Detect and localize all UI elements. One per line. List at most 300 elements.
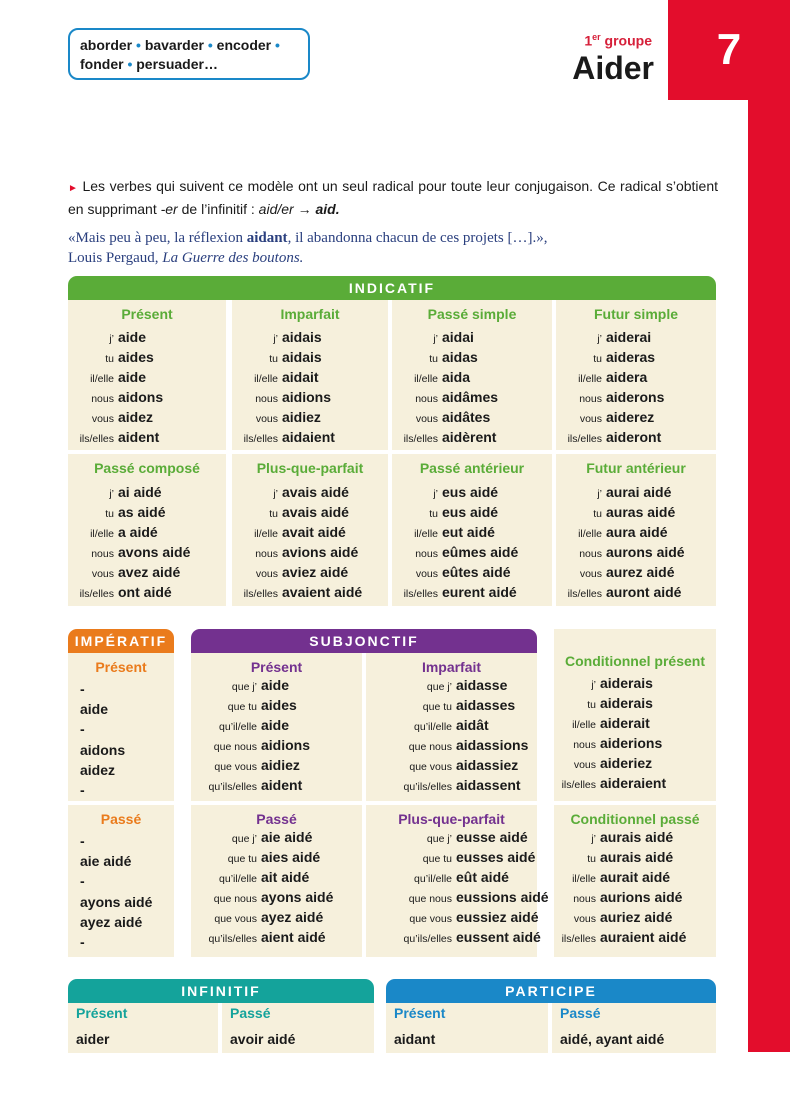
verb-form: auras aidé [606,504,676,520]
verb-form: aiderons [606,389,665,405]
conjugation-rows [232,329,388,449]
verb-form: aidais [282,349,322,365]
conjugation-row [68,409,226,429]
conjugation-rows [191,829,362,949]
quote [68,228,718,268]
conjugation-row [232,564,388,584]
verb-form: aides [261,697,297,713]
pronoun: ils/elles [567,433,602,445]
pronoun: il/elle [414,373,438,385]
verb-form: aideraient [600,775,667,791]
verb-form: aurez aidé [606,564,675,580]
conjugation-row [191,737,362,757]
conjugation-rows [392,329,552,449]
conjugation-row [556,369,716,389]
conjugation-row [232,524,388,544]
conjugation-row [191,889,362,909]
pronoun: que tu [227,701,257,713]
verb-form: aurais aidé [600,829,674,845]
verb-form: aides [118,349,154,365]
verb-form: aidai [442,329,474,345]
verb-form: avaient aidé [282,584,363,600]
subjonctif-pqp-cell [366,805,549,957]
conjugation-row [191,829,362,849]
verb-form: aidons [118,389,164,405]
verb-form: aidions [261,737,311,753]
conjugation-row [392,544,552,564]
pronoun: tu [587,853,596,865]
tense-name: Plus-que-parfait [398,811,505,827]
pronoun: que j’ [426,681,452,693]
verb-form: aidiez [261,757,300,773]
indicatif-simple-cell [556,300,716,450]
infinitif-band: INFINITIF [68,979,374,1003]
pronoun: il/elle [578,373,602,385]
verb-form: avais aidé [282,484,349,500]
verb-form: ayons aidé [261,889,334,905]
intro-text: Les verbes qui suivent ce modèle ont un seul radical pour toute leur conjugaison. Ce radical s’obtient en supprimant [68,178,718,217]
verb-form: auront aidé [606,584,682,600]
conjugation-row [232,349,388,369]
verb-form: ont aidé [118,584,172,600]
pronoun: qu’il/elle [414,721,452,733]
pronoun: nous [573,739,596,751]
pronoun: nous [91,393,114,405]
pronoun: qu’il/elle [219,873,257,885]
participe-passe-cell [552,1003,716,1053]
verb-form: aurait aidé [600,869,671,885]
conjugation-row [392,409,552,429]
infinitif-passe-cell [222,1003,374,1053]
verb-form: aidaient [282,429,335,445]
conjugation-row [366,889,549,909]
pronoun: nous [579,548,602,560]
verb-form: aidez [118,409,154,425]
pronoun: tu [105,508,114,520]
verb-form: aurais aidé [600,849,674,865]
imperatif-passe-cell [68,805,174,957]
conjugation-row [554,695,716,715]
pronoun: qu’ils/elles [403,781,452,793]
conjugation-rows [191,677,362,797]
conjugation-row [556,504,716,524]
pronoun: que vous [214,761,257,773]
intro-example: aid/er [258,201,294,217]
verb-form: aurions aidé [600,889,683,905]
imperatif-form: - [80,833,85,849]
verb-form: eurent aidé [442,584,517,600]
subjonctif-passe-cell [191,805,362,957]
verb-form: aida [442,369,471,385]
pronoun: que vous [409,761,452,773]
indicatif-compound-cell [68,454,226,606]
verb-form: eussions aidé [456,889,549,905]
conjugation-row [556,409,716,429]
pronoun: qu’il/elle [219,721,257,733]
verb-form: aidasse [456,677,508,693]
infinitif-present: aider [76,1031,110,1047]
imperatif-form: - [80,721,85,738]
tense-name: Passé composé [94,460,200,476]
imperatif-form: aidez [80,761,116,778]
participe-present-label: Présent [394,1005,446,1021]
verb-form: aideras [606,349,656,365]
verb-form: avons aidé [118,544,191,560]
imperatif-form: aidons [80,741,126,758]
conjugation-row [366,849,537,869]
conjugation-row [191,757,362,777]
pronoun: il/elle [254,528,278,540]
pronoun: ils/elles [403,433,438,445]
pronoun: j’ [273,333,278,345]
imperatif-form: aie aidé [80,853,132,870]
related-verb: fonder [80,56,124,72]
tense-name: Futur antérieur [586,460,686,476]
infinitif-passe: avoir aidé [230,1031,296,1047]
pronoun: il/elle [578,528,602,540]
verb-form: aies aidé [261,849,321,865]
conjugation-row [68,349,226,369]
verb-form: ait aidé [261,869,310,885]
conjugation-row [556,329,716,349]
pronoun: tu [593,508,602,520]
conjugation-row [366,777,537,797]
tense-name: Présent [95,659,147,675]
verb-form: aide [261,717,290,733]
conjugation-row [392,564,552,584]
conjugation-row [554,715,716,735]
pronoun: que vous [214,913,257,925]
pronoun: vous [573,913,596,925]
pronoun: vous [573,759,596,771]
conjugation-row [556,564,716,584]
conjugation-row [68,564,226,584]
pronoun: vous [415,413,438,425]
verb-form: avez aidé [118,564,181,580]
intro-paragraph [68,176,718,220]
pronoun: il/elle [572,719,596,731]
imperatif-present-cell [68,653,174,801]
verb-form: aurai aidé [606,484,672,500]
related-verb: persuader… [136,56,218,72]
pronoun: tu [269,508,278,520]
tense-name: Présent [250,659,303,675]
related-verb: aborder [80,37,133,53]
pronoun: j’ [273,488,278,500]
tense-name: Présent [121,306,173,322]
conjugation-row [556,349,716,369]
pronoun: j’ [591,833,596,845]
pronoun: qu’il/elle [414,873,452,885]
conjugation-row [556,484,716,504]
conjugation-row [366,929,541,949]
conjugation-row [392,349,552,369]
verb-form: aidiez [282,409,321,425]
pronoun: j’ [597,488,602,500]
conjugation-rows [68,484,226,604]
conjugation-row [556,544,716,564]
pronoun: ils/elles [561,933,596,945]
pronoun: qu’ils/elles [208,781,257,793]
pronoun: nous [415,393,438,405]
intro-result: aid. [315,201,340,217]
conjugation-row [554,929,716,949]
quote-text-2: , il abandonna chacun de ces projets […].», [287,230,548,246]
verb-form: auraient aidé [600,929,687,945]
verb-form: aiderais [600,675,653,691]
pronoun: tu [429,353,438,365]
related-verb: bavarder [144,37,204,53]
verb-form: aide [261,677,290,693]
subjonctif-imparfait-cell [366,653,537,801]
verb-form: eûmes aidé [442,544,519,560]
conjugation-row [554,849,716,869]
participe-present: aidant [394,1031,436,1047]
conjugation-row [554,775,716,795]
conjugation-row [556,389,716,409]
intro-text-2: de l’infinitif : [177,201,259,217]
imperatif-form: ayez aidé [80,913,143,930]
conjugation-row [68,389,226,409]
pronoun: vous [91,413,114,425]
verb-form: avions aidé [282,544,359,560]
red-side-band [748,0,790,1052]
conjugation-row [556,584,716,604]
pronoun: nous [255,548,278,560]
verb-form: aviez aidé [282,564,349,580]
pronoun: il/elle [90,528,114,540]
imperatif-rows [68,679,174,800]
imperatif-form: - [80,933,85,950]
verb-form: aideriez [600,755,653,771]
bullet-icon: ► [68,183,78,194]
pronoun: que j’ [426,833,452,845]
verb-form: eussiez aidé [456,909,539,925]
verb-form: aiderait [600,715,650,731]
conjugation-row [366,737,537,757]
verb-form: aiderais [600,695,653,711]
conjugation-row [392,524,552,544]
pronoun: ils/elles [79,433,114,445]
verb-form: aurons aidé [606,544,685,560]
conjugation-row [554,909,716,929]
participe-passe: aidé, ayant aidé [560,1031,665,1047]
conjugation-rows [366,677,537,797]
verb-form: eut aidé [442,524,495,540]
imperatif-form: - [80,681,85,697]
conjugation-row [556,429,716,449]
verb-form: eûtes aidé [442,564,511,580]
verb-title: Aider [572,50,654,86]
conjugation-row [232,329,388,349]
pronoun: ils/elles [243,433,278,445]
pronoun: nous [579,393,602,405]
conjugation-row [554,829,716,849]
conditionnel-present-cell [554,629,716,801]
pronoun: j’ [433,488,438,500]
verb-form: aident [261,777,303,793]
conjugation-row [232,544,388,564]
conjugation-rows [232,484,388,604]
conjugation-row [554,869,716,889]
infinitif-passe-label: Passé [230,1005,271,1021]
conjugation-row [232,369,388,389]
verb-form: eussent aidé [456,929,541,945]
subjonctif-present-cell [191,653,362,801]
conjugation-row [68,504,226,524]
imperatif-rows [68,831,174,952]
pronoun: j’ [597,333,602,345]
verb-form: ai aidé [118,484,162,500]
pronoun: il/elle [254,373,278,385]
conjugation-row [232,584,388,604]
verb-form: aidera [606,369,648,385]
pronoun: qu’ils/elles [208,933,257,945]
participe-passe-label: Passé [560,1005,601,1021]
verb-form: aidions [282,389,332,405]
group-number: 1 [584,32,593,49]
verb-form: aide [118,329,147,345]
pronoun: vous [415,568,438,580]
verb-form: aiderions [600,735,663,751]
conjugation-row [191,929,362,949]
pronoun: vous [579,413,602,425]
conjugation-row [191,717,362,737]
conjugation-row [232,504,388,524]
tense-name: Plus-que-parfait [256,460,364,476]
indicatif-compound-cell [556,454,716,606]
conjugation-row [392,369,552,389]
quote-author: Louis Pergaud, [68,250,163,266]
verb-form: aiderez [606,409,655,425]
conjugation-rows [366,829,549,949]
verb-form: aidâtes [442,409,491,425]
arrow-icon: → [293,201,316,217]
conjugation-row [366,757,537,777]
verb-form: as aidé [118,504,166,520]
conjugation-row [392,389,552,409]
infinitif-present-cell [68,1003,218,1053]
conjugation-row [68,584,226,604]
tense-name: Futur simple [593,306,678,322]
conjugation-row [191,677,362,697]
verb-form: eût aidé [456,869,509,885]
indicatif-simple-cell [232,300,388,450]
pronoun: vous [255,413,278,425]
pronoun: j’ [433,333,438,345]
participe-band: PARTICIPE [386,979,716,1003]
indicatif-simple-cell [392,300,552,450]
pronoun: nous [415,548,438,560]
pronoun: que nous [213,741,257,753]
verb-form: aidèrent [442,429,497,445]
pronoun: il/elle [414,528,438,540]
pronoun: que nous [408,893,452,905]
pronoun: ils/elles [243,588,278,600]
conjugation-row [392,484,552,504]
verb-form: eus aidé [442,484,499,500]
conjugation-row [232,389,388,409]
conjugation-row [191,697,362,717]
verb-form: aidasses [456,697,516,713]
pronoun: que j’ [231,833,257,845]
pronoun: nous [573,893,596,905]
conjugation-row [554,889,716,909]
verb-form: aidais [282,329,322,345]
conjugation-row [554,735,716,755]
conjugation-row [554,755,716,775]
conjugation-row [68,429,226,449]
verb-form: auriez aidé [600,909,673,925]
pronoun: vous [579,568,602,580]
verb-form: aident [118,429,160,445]
model-number: 7 [716,25,742,74]
verb-form: aidassions [456,737,529,753]
pronoun: tu [269,353,278,365]
group-sup: er [592,32,601,42]
verb-form: a aidé [118,524,158,540]
conjugation-rows [554,829,716,949]
pronoun: que tu [422,853,452,865]
conjugation-row [191,849,362,869]
imperatif-form: - [80,781,85,798]
pronoun: tu [587,699,596,711]
pronoun: nous [255,393,278,405]
conjugation-row [191,777,362,797]
conjugation-rows [556,484,716,604]
pronoun: tu [593,353,602,365]
conjugation-row [554,675,716,695]
quote-work: La Guerre des boutons. [162,250,304,266]
tense-name: Passé [256,811,297,827]
pronoun: vous [255,568,278,580]
verb-form: eusse aidé [456,829,528,845]
conjugation-row [68,484,226,504]
verb-form: aient aidé [261,929,326,945]
pronoun: ils/elles [561,779,596,791]
conjugation-rows [554,675,716,795]
indicatif-compound-cell [392,454,552,606]
pronoun: ils/elles [403,588,438,600]
pronoun: vous [91,568,114,580]
conjugation-rows [392,484,552,604]
imperatif-form: ayons aidé [80,893,153,910]
conjugation-row [392,429,552,449]
tense-name: Imparfait [421,659,482,675]
verb-form: aidassiez [456,757,519,773]
conjugation-row [232,429,388,449]
conjugation-row [366,869,537,889]
group-word: groupe [604,32,652,49]
tense-name: Conditionnel présent [565,653,705,669]
verb-form: aidassent [456,777,521,793]
conjugation-row [232,484,388,504]
infinitif-present-label: Présent [76,1005,128,1021]
pronoun: tu [105,353,114,365]
indicatif-band: INDICATIF [68,276,716,300]
pronoun: que nous [408,741,452,753]
pronoun: ils/elles [79,588,114,600]
intro-ending: -er [160,201,178,217]
pronoun: j’ [109,488,114,500]
conjugation-row [191,869,362,889]
indicatif-compound-cell [232,454,388,606]
pronoun: il/elle [90,373,114,385]
verb-form: ayez aidé [261,909,324,925]
conjugation-row [392,329,552,349]
verb-form: eusses aidé [456,849,536,865]
conjugation-row [366,697,537,717]
